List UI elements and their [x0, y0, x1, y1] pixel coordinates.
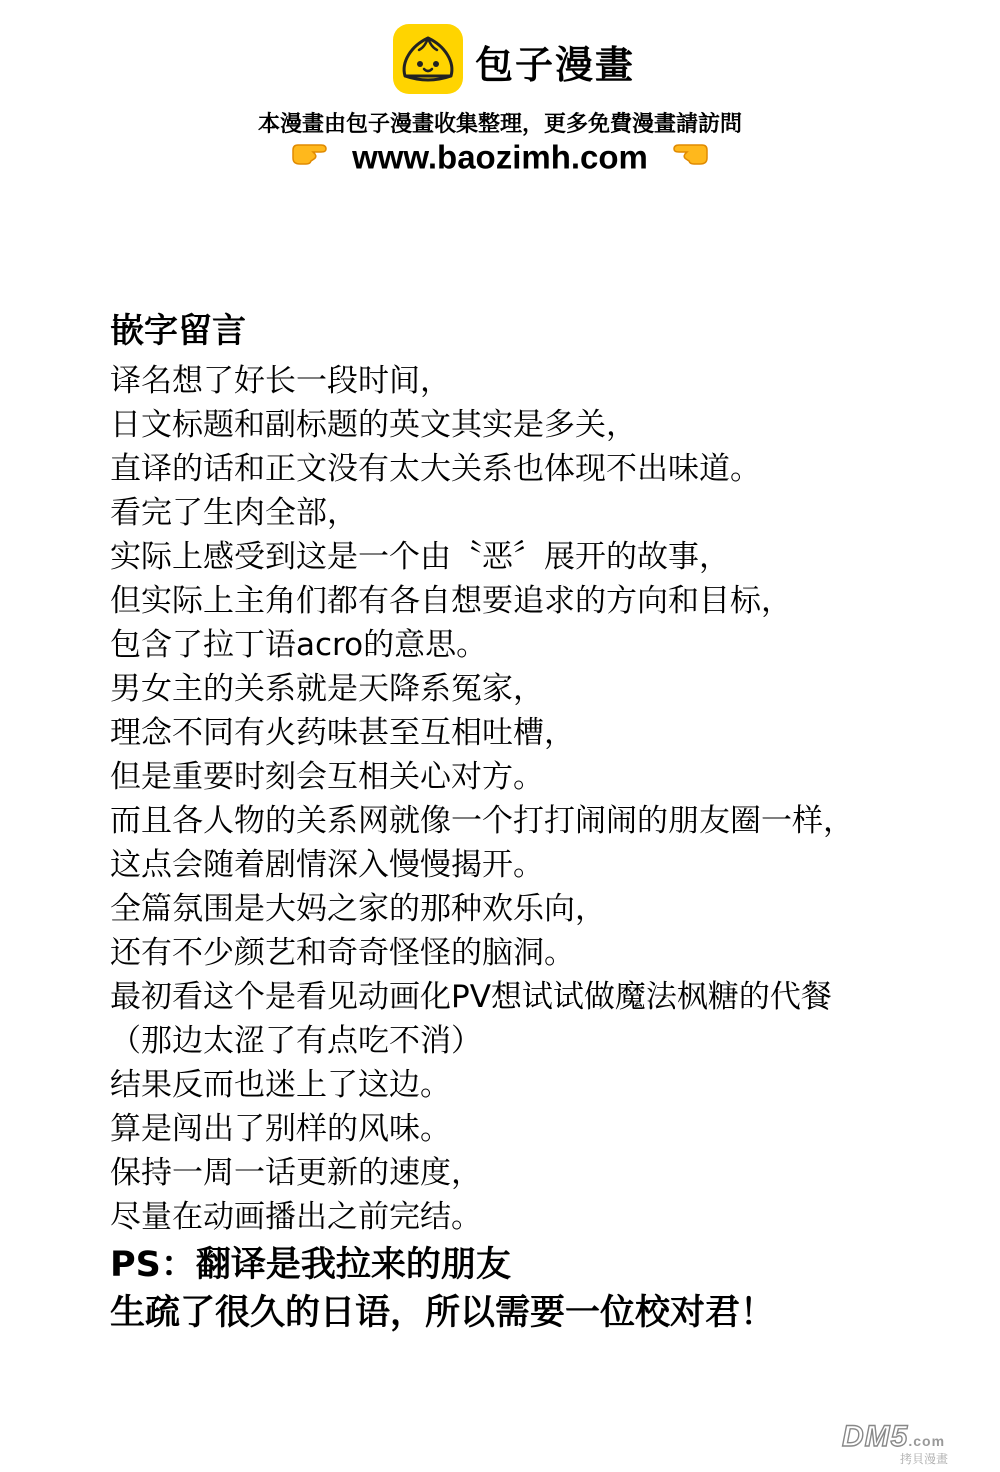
notes-line: 最初看这个是看见动画化PV想试试做魔法枫糖的代餐: [110, 979, 832, 1015]
ps-line: 生疏了很久的日语，所以需要一位校对君！: [110, 1293, 776, 1333]
notes-line: 这点会随着剧情深入慢慢揭开。: [110, 847, 544, 883]
notes-line: 但实际上主角们都有各自想要追求的方向和目标，: [110, 583, 792, 619]
notes-line: 算是闯出了别样的风味。: [110, 1111, 451, 1147]
site-header: [0, 0, 1000, 200]
notes-line: 结果反而也迷上了这边。: [110, 1067, 451, 1103]
notes-line: 男女主的关系就是天降系冤家，: [110, 671, 544, 707]
site-url-link[interactable]: www.baozimh.com: [352, 138, 648, 176]
notes-line: 包含了拉丁语acro的意思。: [110, 627, 488, 663]
dm5-watermark: [842, 1420, 992, 1464]
notes-line: 而且各人物的关系网就像一个打打闹闹的朋友圈一样，: [110, 803, 854, 839]
watermark-subtext: 拷貝漫畫: [900, 1452, 949, 1466]
notes-line: 尽量在动画播出之前完结。: [110, 1199, 482, 1235]
notes-line: 实际上感受到这是一个由〝恶〞展开的故事，: [110, 539, 730, 575]
notes-line: （那边太涩了有点吃不消）: [110, 1023, 482, 1059]
logo-text[interactable]: 包子漫畫: [475, 43, 636, 87]
notes-line: 理念不同有火药味甚至互相吐槽，: [110, 715, 575, 751]
site-tagline: 本漫畫由包子漫畫收集整理，更多免費漫畫請訪問: [257, 112, 742, 137]
baozi-logo-icon[interactable]: [393, 24, 463, 94]
notes-body: [110, 359, 970, 1239]
typesetter-notes: [110, 305, 970, 1337]
notes-title: 嵌字留言: [110, 311, 246, 351]
pointing-hand-left-icon: [669, 138, 709, 176]
notes-line: 日文标题和副标题的英文其实是多关，: [110, 407, 637, 443]
notes-line: 译名想了好长一段时间，: [110, 363, 451, 399]
site-url-row: [0, 136, 1000, 176]
notes-line: 看完了生肉全部，: [110, 495, 358, 531]
notes-postscript: [110, 1241, 970, 1337]
pointing-hand-right-icon: [291, 138, 331, 176]
watermark-logo-text: DM5.com: [842, 1420, 946, 1453]
notes-line: 直译的话和正文没有太大关系也体现不出味道。: [110, 451, 761, 487]
notes-line: 保持一周一话更新的速度，: [110, 1155, 482, 1191]
ps-line: PS：翻译是我拉来的朋友: [110, 1245, 511, 1285]
notes-line: 还有不少颜艺和奇奇怪怪的脑洞。: [110, 935, 575, 971]
notes-line: 全篇氛围是大妈之家的那种欢乐向，: [110, 891, 606, 927]
notes-line: 但是重要时刻会互相关心对方。: [110, 759, 544, 795]
